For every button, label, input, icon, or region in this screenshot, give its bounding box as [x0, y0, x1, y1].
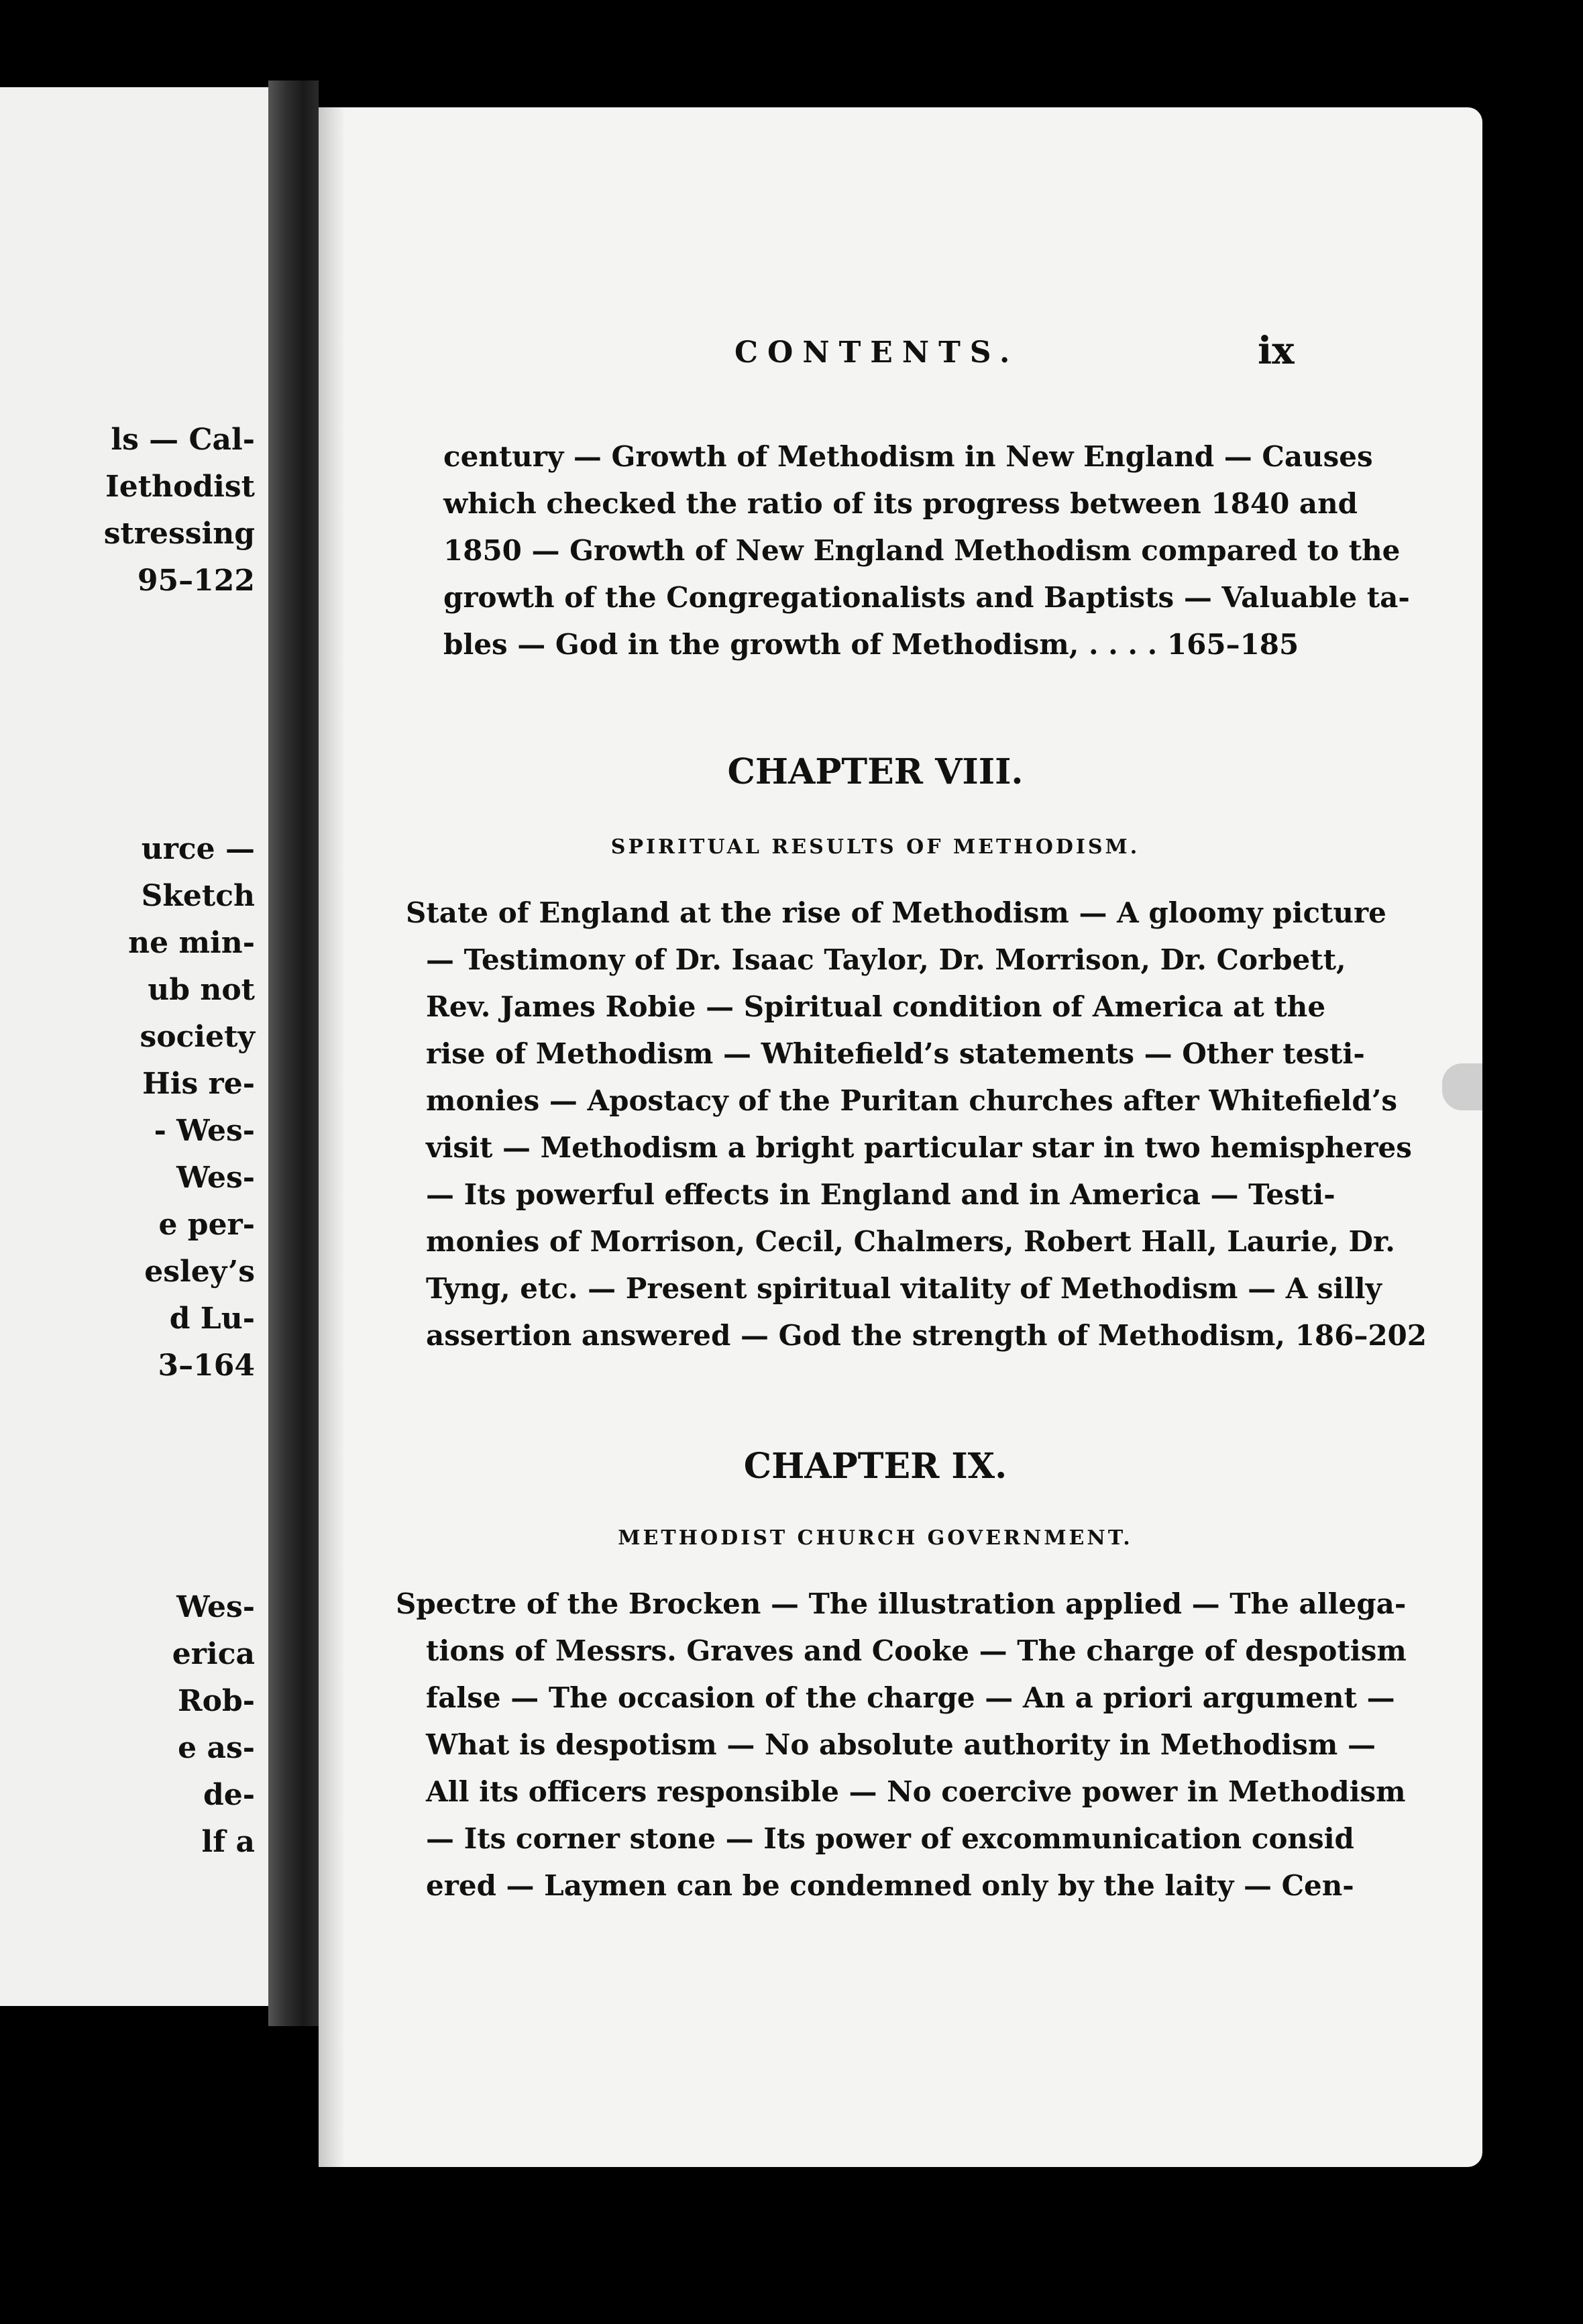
left-page-line: de- — [203, 1778, 255, 1812]
left-page-line: e as- — [178, 1731, 255, 1765]
left-page-fragment — [0, 87, 268, 2006]
text-line: tions of Messrs. Graves and Cooke — The charge of despotism — [426, 1634, 1407, 1667]
left-page-line: ub not — [148, 973, 255, 1007]
text-line: — Its corner stone — Its power of excommunication consid — [426, 1822, 1354, 1855]
text-line: bles — God in the growth of Methodism, . . . . 165–185 — [443, 628, 1299, 661]
text-line: All its officers responsible — No coercive power in Methodism — [426, 1775, 1406, 1808]
left-page-line: lf a — [201, 1825, 255, 1859]
left-page-line: Iethodist — [105, 470, 255, 504]
chapter-title: CHAPTER VIII. — [727, 751, 1024, 792]
left-page-line: erica — [172, 1637, 255, 1671]
right-page — [319, 107, 1482, 2167]
text-line: century — Growth of Methodism in New England — Causes — [443, 440, 1373, 473]
text-line: rise of Methodism — Whitefield’s statements — Other testi- — [426, 1037, 1365, 1070]
book-spine-gutter — [268, 81, 319, 2026]
text-line: What is despotism — No absolute authority in Methodism — — [426, 1728, 1376, 1761]
text-line: Tyng, etc. — Present spiritual vitality of Methodism — A silly — [426, 1272, 1382, 1305]
text-line: — Testimony of Dr. Isaac Taylor, Dr. Morrison, Dr. Corbett, — [426, 943, 1346, 976]
left-page-line: 95–122 — [137, 564, 255, 598]
text-line: assertion answered — God the strength of Methodism, 186–202 — [426, 1319, 1427, 1352]
left-page-line: d Lu- — [169, 1302, 255, 1336]
text-line: false — The occasion of the charge — An a priori argument — — [426, 1681, 1395, 1714]
left-page-line: urce — — [141, 832, 255, 866]
text-line: monies — Apostacy of the Puritan churches after Whitefield’s — [426, 1084, 1397, 1117]
left-page-line: His re- — [142, 1067, 255, 1101]
left-page-line: Wes- — [176, 1590, 255, 1624]
left-page-line: Wes- — [176, 1161, 255, 1195]
left-page-line: 3–164 — [158, 1349, 255, 1383]
left-page-line: esley’s — [144, 1255, 255, 1289]
left-page-line: Rob- — [178, 1684, 255, 1718]
page-number: ix — [1258, 329, 1295, 373]
running-header-title: CONTENTS. — [734, 335, 1020, 370]
text-line: Spectre of the Brocken — The illustration applied — The allega- — [396, 1587, 1407, 1620]
text-line: 1850 — Growth of New England Methodism compared to the — [443, 534, 1401, 567]
chapter-title: CHAPTER IX. — [743, 1446, 1007, 1487]
left-page-line: e per- — [158, 1208, 255, 1242]
text-line: Rev. James Robie — Spiritual condition of America at the — [426, 990, 1326, 1023]
text-line: — Its powerful effects in England and in America — Testi- — [426, 1178, 1335, 1211]
page-edge-tab — [1442, 1063, 1482, 1110]
text-line: visit — Methodism a bright particular star in two hemispheres — [426, 1131, 1412, 1164]
left-page-line: - Wes- — [154, 1114, 255, 1148]
left-page-line: stressing — [103, 517, 255, 551]
left-page-line: ls — Cal- — [111, 423, 255, 457]
text-line: State of England at the rise of Methodism — A gloomy picture — [406, 896, 1386, 929]
text-line: ered — Laymen can be condemned only by the laity — Cen- — [426, 1869, 1354, 1902]
left-page-line: society — [140, 1020, 255, 1054]
text-line: which checked the ratio of its progress between 1840 and — [443, 487, 1358, 520]
chapter-subtitle: SPIRITUAL RESULTS OF METHODISM. — [610, 835, 1140, 859]
text-line: growth of the Congregationalists and Baptists — Valuable ta- — [443, 581, 1410, 614]
left-page-line: ne min- — [128, 926, 255, 960]
gutter-shadow — [319, 107, 345, 2167]
text-line: monies of Morrison, Cecil, Chalmers, Robert Hall, Laurie, Dr. — [426, 1225, 1395, 1258]
left-page-line: Sketch — [141, 879, 255, 913]
chapter-subtitle: METHODIST CHURCH GOVERNMENT. — [618, 1526, 1133, 1550]
